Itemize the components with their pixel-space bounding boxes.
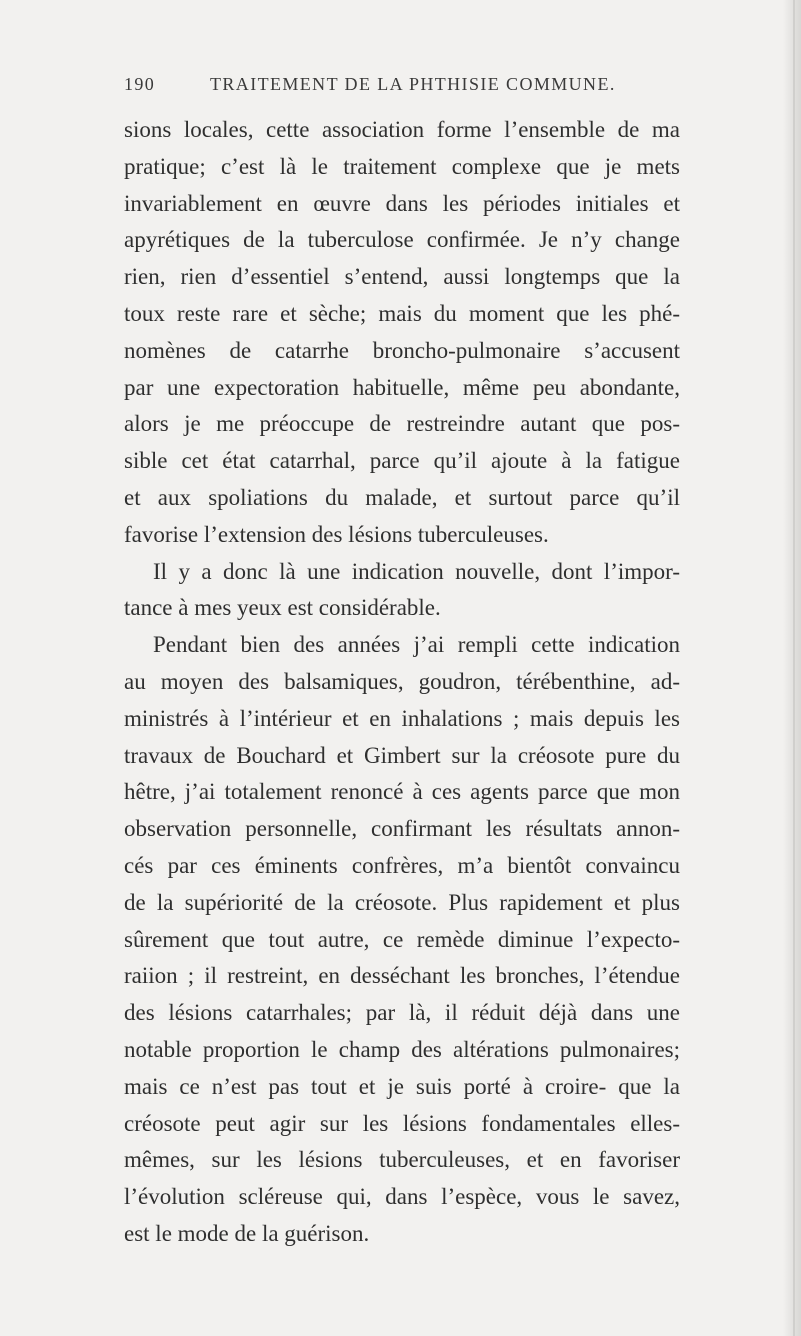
- running-head-title: TRAITEMENT DE LA PHTHISIE COMMUNE.: [210, 74, 616, 94]
- text-line: l’évolution scléreuse qui, dans l’espèce, vous le savez,: [124, 1184, 680, 1210]
- text-line: invariablement en œuvre dans les périodes initiales et: [124, 190, 680, 216]
- text-line: observation personnelle, confirmant les résultats annon-: [124, 816, 680, 842]
- text-line: cés par ces éminents confrères, m’a bientôt convaincu: [124, 852, 680, 878]
- text-line: hêtre, j’ai totalement renoncé à ces agents parce que mon: [124, 779, 680, 805]
- text-line: raiion ; il restreint, en desséchant les bronches, l’étendue: [124, 963, 680, 989]
- text-line: rien, rien d’essentiel s’entend, aussi longtemps que la: [124, 264, 680, 290]
- page-edge-line: [793, 0, 795, 1336]
- text-line: par une expectoration habituelle, même peu abondante,: [124, 374, 680, 400]
- text-line: pratique; c’est là le traitement complexe que je mets: [124, 153, 680, 179]
- page-edge: [783, 0, 801, 1336]
- text-line: ministrés à l’intérieur et en inhalations ; mais depuis les: [124, 705, 680, 731]
- text-line: au moyen des balsamiques, goudron, térébenthine, ad-: [124, 668, 680, 694]
- text-line: sûrement que tout autre, ce remède diminue l’expecto-: [124, 926, 680, 952]
- text-line: tance à mes yeux est considérable.: [124, 595, 441, 621]
- text-line: mêmes, sur les lésions tuberculeuses, et en favoriser: [124, 1147, 680, 1173]
- text-line: des lésions catarrhales; par là, il réduit déjà dans une: [124, 1000, 680, 1026]
- body-text: [124, 112, 680, 1253]
- text-line: mais ce n’est pas tout et je suis porté à croire- que la: [124, 1073, 680, 1099]
- text-line: travaux de Bouchard et Gimbert sur la créosote pure du: [124, 742, 680, 768]
- text-line: est le mode de la guérison.: [124, 1220, 370, 1246]
- text-line: créosote peut agir sur les lésions fondamentales elles-: [124, 1110, 680, 1136]
- text-line: Il y a donc là une indication nouvelle, dont l’impor-: [153, 558, 680, 584]
- text-line: Pendant bien des années j’ai rempli cette indication: [153, 632, 680, 658]
- text-line: notable proportion le champ des altérations pulmonaires;: [124, 1036, 680, 1062]
- text-line: toux reste rare et sèche; mais du moment que les phé-: [124, 300, 680, 326]
- text-line: favorise l’extension des lésions tuberculeuses.: [124, 521, 549, 547]
- text-line: alors je me préoccupe de restreindre autant que pos-: [124, 411, 680, 437]
- running-header: [124, 74, 644, 98]
- text-line: sible cet état catarrhal, parce qu’il ajoute à la fatigue: [124, 448, 680, 474]
- text-line: de la supériorité de la créosote. Plus rapidement et plus: [124, 889, 680, 915]
- text-line: nomènes de catarrhe broncho-pulmonaire s’accusent: [124, 337, 680, 363]
- text-line: apyrétiques de la tuberculose confirmée. Je n’y change: [124, 227, 680, 253]
- text-line: et aux spoliations du malade, et surtout parce qu’il: [124, 484, 680, 510]
- text-line: sions locales, cette association forme l’ensemble de ma: [124, 117, 680, 142]
- page-number: 190: [124, 74, 156, 94]
